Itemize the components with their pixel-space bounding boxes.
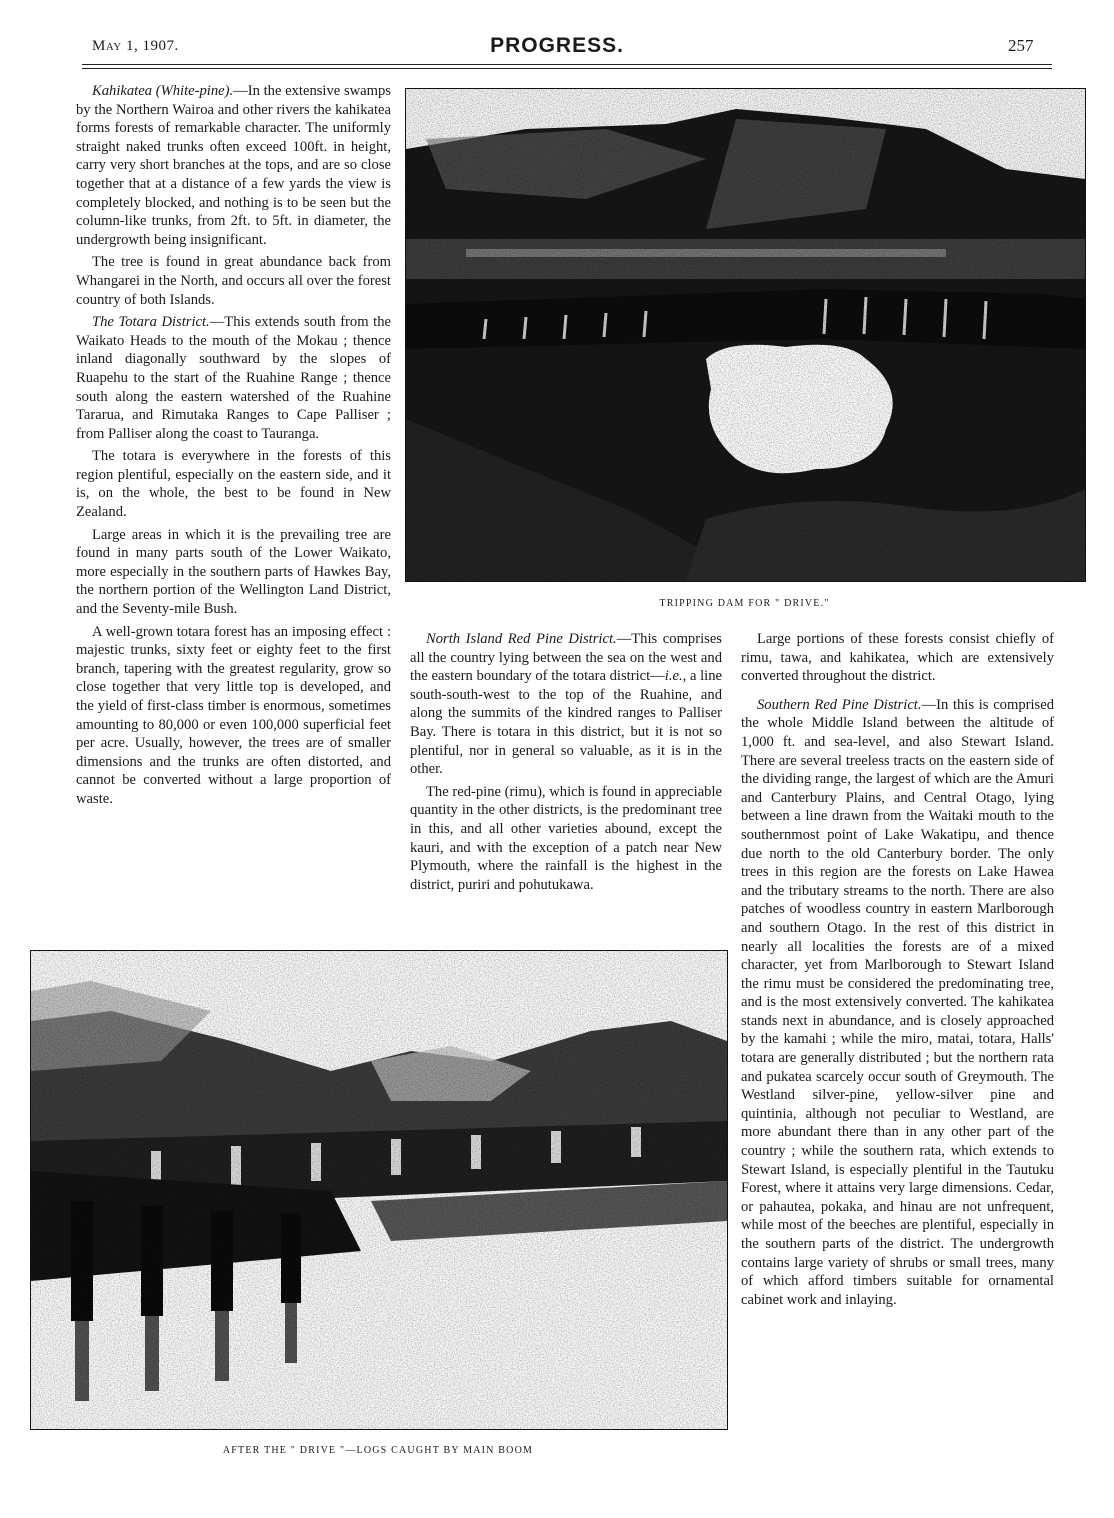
masthead-title: PROGRESS.	[490, 34, 624, 57]
kahikatea-subterm: (White-pine).	[155, 83, 234, 99]
north-island-body-cont: a line south-south-west to the top of the Ruahine, and along the summits of the kindred ranges to Palliser Bay. There is totara in this district, but it is not so plentiful, nor in general so valuable, as it is in the other.	[410, 668, 722, 778]
north-island-term: North Island Red Pine District.	[426, 631, 617, 647]
kahikatea-paragraph	[76, 82, 391, 249]
column-left	[76, 82, 391, 809]
paragraph: A well-grown totara forest has an imposing effect : majestic trunks, sixty feet or eighty feet to the first branch, tapering with the greatest regularity, grow so close together that very little top is developed, and the yield of first-class timber is enormous, sometimes amounting to 80,000 or even 100,000 superficial feet per acre. Usually, however, the trees are of smaller dimensions and the trunks are often distorted, and cannot be converted without a large proportion of waste.	[76, 623, 391, 807]
totara-district-body: —This extends south from the Waikato Heads to the mouth of the Mokau ; thence inland diagonally southward by the slopes of Ruapehu to the start of the Ruahine Range ; thence south along the eastern watershed of the Ruahine Tararua, and Rimutaka Ranges to Cape Palliser ; from Palliser along the coast to Tauranga.	[76, 314, 391, 442]
southern-red-pine-paragraph	[741, 696, 1054, 1310]
totara-district-paragraph	[76, 313, 391, 443]
paragraph: The totara is everywhere in the forests of this region plentiful, especially on the eastern side, and it is, on the whole, the best to be found in New Zealand.	[76, 448, 391, 521]
ie-abbrev: i.e.,	[664, 668, 687, 685]
tripping-dam-photo	[405, 88, 1086, 582]
header-rule	[82, 64, 1052, 65]
kahikatea-body: —In the extensive swamps by the Northern Wairoa and other rivers the kahikatea forms forests of remarkable character. The uniformly straight naked trunks often exceed 100ft. in height, carry very short branches at the tops, and are so close together that at a distance of a few yards the view is completely blocked, and nothing is to be seen but the column-like trunks, from 2ft. to 5ft. in diameter, the undergrowth being insignificant.	[76, 83, 391, 248]
column-middle	[410, 630, 722, 894]
southern-red-pine-body: —In this is comprised the whole Middle Island between the altitude of 1,000 ft. and sea-level, and also Stewart Island. There are several treeless tracts on the eastern side of the dividing range, the largest of which are the Amuri and Canterbury Plains, and Central Otago, lying between a line drawn from the Waitaki mouth to the southernmost point of Lake Wakatipu, and thence due north to the old Canterbury border. The only trees in this region are the forests on Lake Hawea and the tributary streams to the north. There are also patches of woodless country in eastern Marlborough and southern Otago. In the rest of this district in nearly all localities the forests are of a mixed character, yet from Marlborough to Stewart Island the rimu must be considered the predominating tree, and is the most extensively converted. The kahikatea stands next in abundance, and is closely approached by the kamahi ; while the miro, matai, totara, Halls' totara are generally distributed ; but the northern rata and pukatea scarcely occur south of Greymouth. The Westland silver-pine, yellow-silver pine and quintinia, although not peculiar to Westland, are more abundant there than in any other part of the country ; while the southern rata, which extends to Stewart Island, is especially plentiful in the Tautuku Forest, where it attains very large dimensions. Cedar, or pahautea, pokaka, and hinau are not unfrequent, while most of the beeches are plentiful, especially in the southern parts of the district. The undergrowth contains large variety of shrubs or small trees, many of which afford timbers suitable for ornamental cabinet work and inlaying.	[741, 696, 1054, 1308]
issue-date: May 1, 1907.	[92, 38, 179, 54]
totara-district-term: The Totara District.	[92, 314, 210, 331]
north-island-paragraph	[410, 630, 722, 779]
page-number: 257	[1008, 36, 1034, 55]
paragraph: Large areas in which it is the prevailing tree are found in many parts south of the Lower Waikato, more especially in the southern parts of Hawkes Bay, the northern portion of the Wellington Land District, and the Seventy-mile Bush.	[76, 526, 391, 618]
column-right	[741, 630, 1054, 1309]
header-rule-double	[82, 68, 1052, 69]
paragraph: The red-pine (rimu), which is found in appreciable quantity in the other districts, is the predominant tree in this, and all other varieties abound, except the kauri, and with the exception of a patch near New Plymouth, where the rainfall is the highest in the district, puriri and pohutukawa.	[410, 783, 722, 893]
logs-at-boom-caption: AFTER THE " DRIVE "—LOGS CAUGHT BY MAIN BOOM	[222, 1445, 534, 1456]
logs-at-boom-photo	[30, 950, 728, 1430]
southern-red-pine-term: Southern Red Pine District.	[757, 696, 922, 713]
kahikatea-term: Kahikatea	[92, 83, 152, 99]
tripping-dam-caption: TRIPPING DAM FOR " DRIVE."	[659, 598, 830, 609]
paragraph: The tree is found in great abundance back from Whangarei in the North, and occurs all over the forest country of both Islands.	[76, 254, 391, 308]
north-island-body: —This comprises all the country lying between the sea on the west and the eastern boundary of the totara district—	[410, 631, 722, 685]
paragraph: Large portions of these forests consist chiefly of rimu, tawa, and kahikatea, which are extensively converted throughout the district.	[741, 631, 1054, 685]
